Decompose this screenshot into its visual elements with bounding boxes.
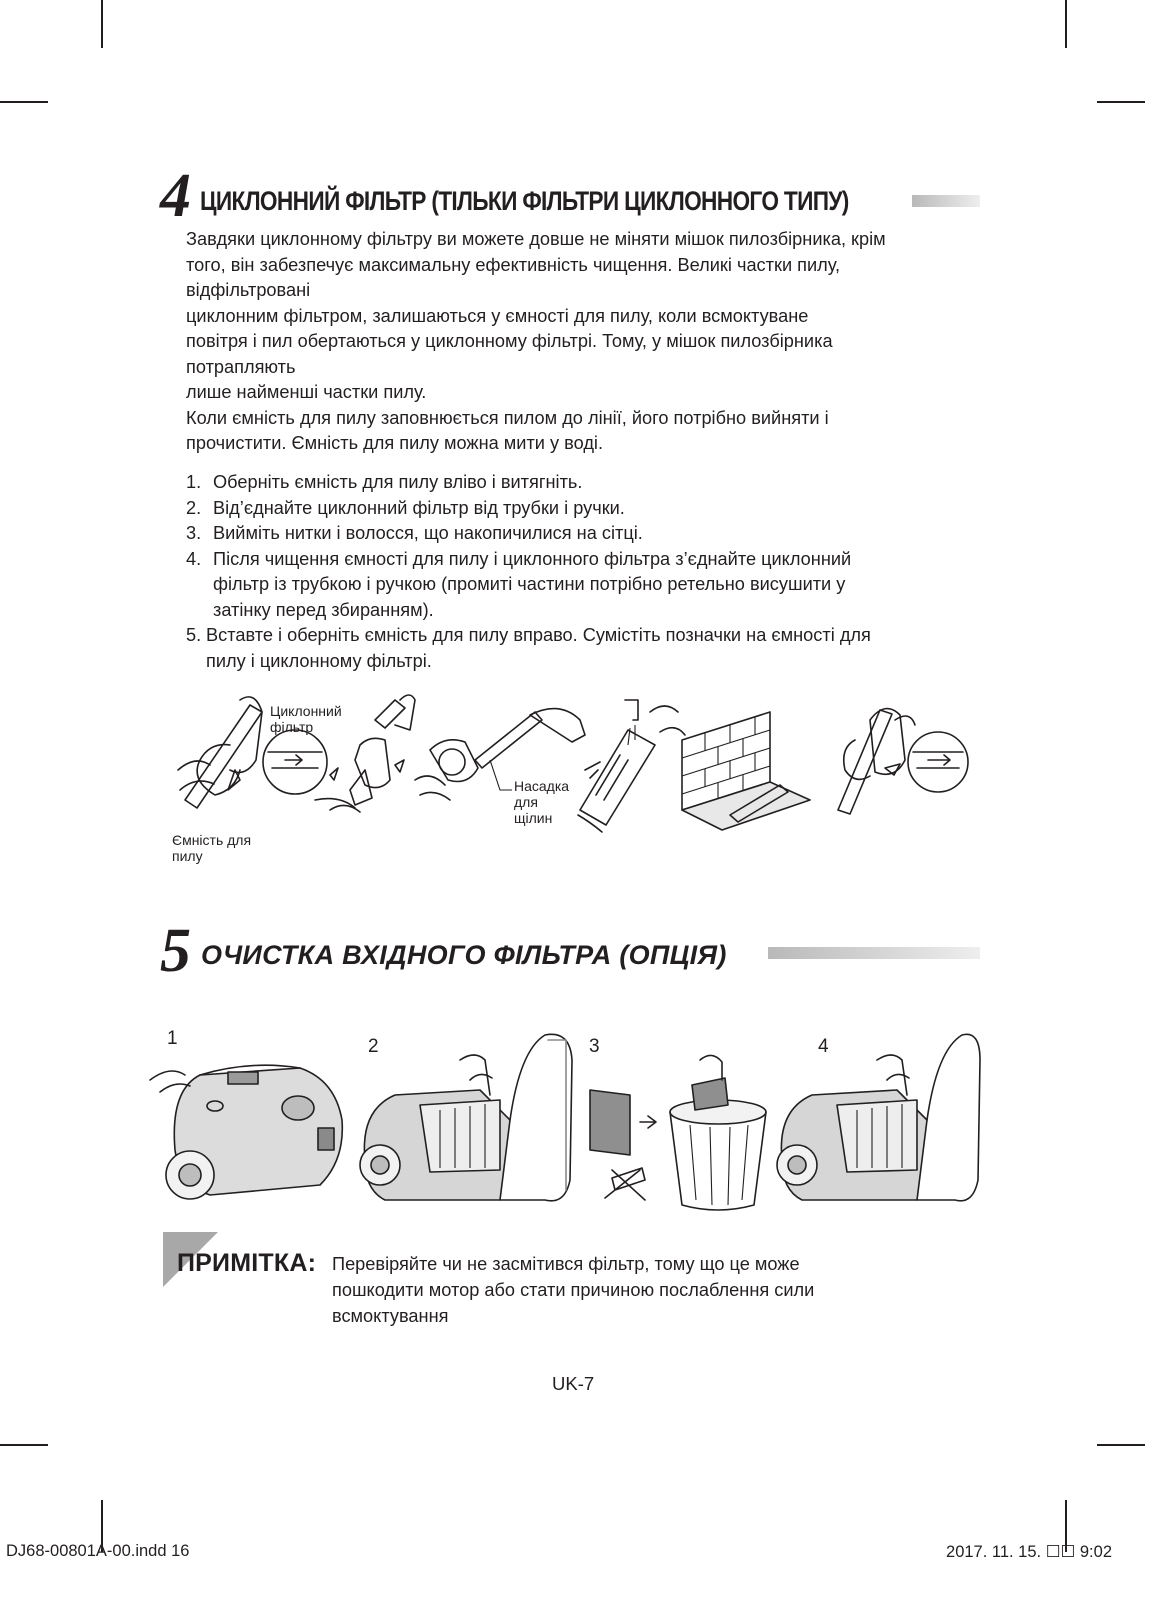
step-text: пилу і циклонному фільтрі.: [206, 650, 432, 671]
figure-step-number: 2: [368, 1036, 379, 1057]
section5-title: ОЧИСТКА ВХІДНОГО ФІЛЬТРА (ОПЦІЯ): [201, 940, 727, 970]
step-text: Від’єднайте циклонний фільтр від трубки і ручки.: [213, 497, 625, 518]
step-text: Вийміть нитки і волосся, що накопичилися на сітці.: [213, 523, 643, 543]
step-text: Після чищення ємності для пилу і циклонного фільтра з’єднайте циклонний: [213, 548, 852, 569]
step-number: 2.: [186, 497, 202, 518]
section4-number: 4: [160, 162, 191, 230]
paragraph-line: повітря і пил обертаються у циклонному фільтрі. Тому, у мішок пилозбірника: [186, 331, 833, 351]
label-line: Циклонний: [270, 703, 342, 719]
illustration-discard-filter: [590, 1055, 766, 1210]
illustration-vacuum-reinsert: [777, 1034, 980, 1201]
figure-step-number: 1: [167, 1028, 178, 1049]
paragraph-line: відфільтровані: [186, 280, 311, 300]
paragraph-line: Завдяки циклонному фільтру ви можете довше не міняти мішок пилозбірника, крім: [186, 229, 886, 249]
label-line: для: [514, 794, 538, 810]
paragraph-line: циклонним фільтром, залишаються у ємності для пилу, коли всмоктуване: [186, 305, 809, 326]
note-line: Перевіряйте чи не засмітився фільтр, тому що це може: [332, 1254, 800, 1274]
section5-number: 5: [160, 917, 191, 985]
step-number: 3.: [186, 523, 202, 543]
paragraph-line: Коли ємність для пилу заповнюється пилом до лінії, його потрібно вийняти і: [186, 407, 829, 428]
step-text: фільтр із трубкою і ручкою (промиті частини потрібно ретельно висушити у: [213, 574, 846, 594]
figure-step-number: 3: [589, 1036, 600, 1057]
label-line: фільтр: [270, 719, 314, 735]
step-number: 5.: [186, 625, 202, 645]
note-line: всмоктування: [332, 1306, 449, 1326]
label-line: щілин: [514, 810, 553, 826]
paragraph-line: того, він забезпечує максимальну ефективність чищення. Великі частки пилу,: [186, 254, 841, 275]
label-line: пилу: [172, 848, 203, 864]
section4-title: ЦИКЛОННИЙ ФІЛЬТР (ТІЛЬКИ ФІЛЬТРИ ЦИКЛОННОГО ТИПУ): [200, 186, 849, 216]
step-text: Вставте і оберніть ємність для пилу вправо. Сумістіть позначки на ємності для: [206, 625, 871, 645]
label-line: Ємність для: [172, 832, 252, 848]
illustration-vacuum-closed: [150, 1065, 342, 1199]
note-line: пошкодити мотор або стати причиною послаблення сили: [332, 1280, 815, 1300]
paragraph-line: потрапляють: [186, 356, 296, 377]
slug-date-time: 2017. 11. 15. ☐☐ 9:02: [946, 1543, 1112, 1561]
step-text: Оберніть ємність для пилу вліво і витягніть.: [213, 472, 583, 492]
page-number: UK-7: [552, 1373, 595, 1394]
step-text: затінку перед збиранням).: [213, 599, 434, 620]
note-text: [332, 1251, 814, 1329]
figure-step-number: 4: [818, 1036, 829, 1057]
step-number: 4.: [186, 548, 202, 569]
slug-file-info: DJ68-00801A-00.indd 16: [6, 1542, 190, 1560]
label-line: Насадка: [514, 778, 570, 794]
paragraph-line: прочистити. Ємність для пилу можна мити у воді.: [186, 433, 604, 453]
illustration-vacuum-open: [360, 1034, 572, 1201]
paragraph-line: лише найменші частки пилу.: [186, 382, 427, 402]
step-number: 1.: [186, 472, 202, 492]
note-label: ПРИМІТКА:: [177, 1249, 317, 1277]
